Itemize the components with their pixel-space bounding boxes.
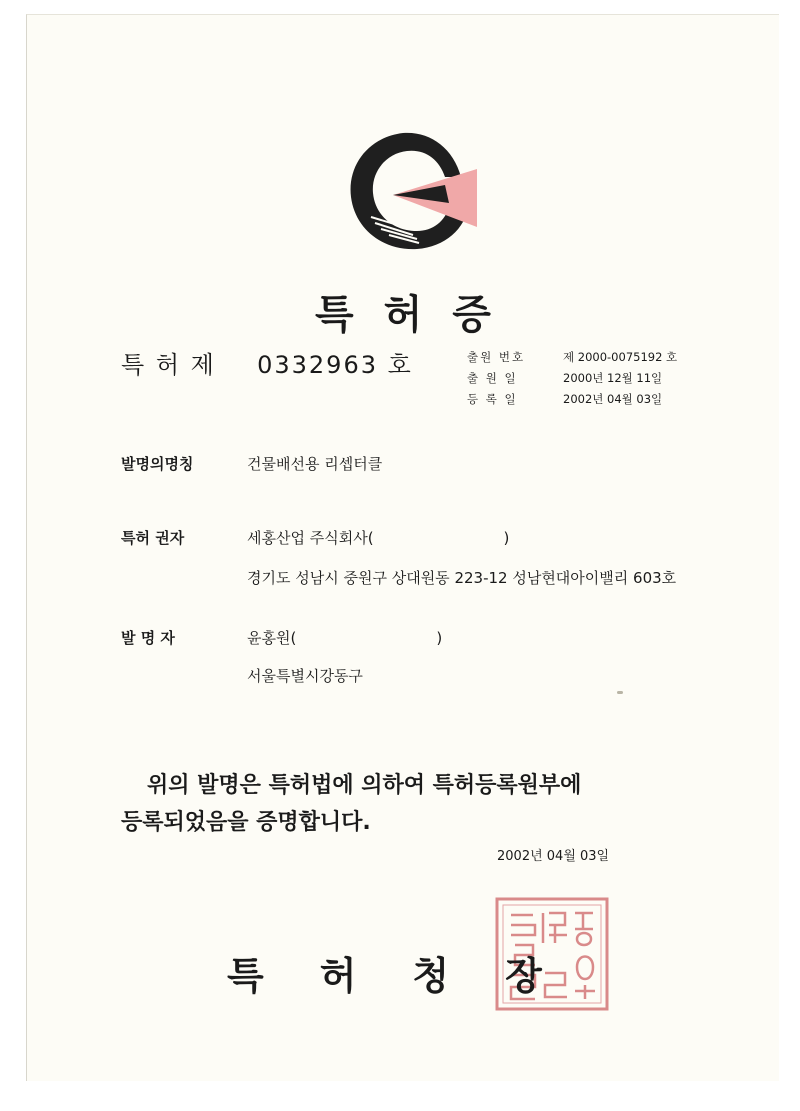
patent-number (121, 345, 413, 380)
filing-date-row (467, 368, 703, 389)
inventor-name-close: ) (436, 629, 443, 647)
patentee-label: 특허 권자 (121, 529, 185, 547)
inventor-address: 서울특별시강동구 (247, 667, 363, 685)
patent-number-suffix: 호 (387, 351, 413, 379)
statement-line-2: 등록되었음을 증명합니다. (121, 810, 371, 835)
application-meta (467, 347, 703, 410)
invention-title-value: 건물배선용 리셉터클 (247, 455, 383, 473)
patent-number-value: 0332963 (257, 351, 378, 379)
paper-speck (617, 691, 623, 694)
certificate-title: 특허증 (315, 292, 521, 338)
patentee-name-close: ) (503, 529, 510, 547)
statement-line-1: 위의 발명은 특허법에 의하여 특허등록원부에 (147, 773, 582, 798)
inventor-label: 발 명 자 (121, 629, 175, 647)
registration-date-value: 2002년 04월 03일 (563, 392, 663, 406)
patent-number-label: 특 허 제 (121, 351, 216, 379)
patentee-name: 세홍산업 주식회사( (247, 529, 374, 547)
patentee-address: 경기도 성남시 중원구 상대원동 223-12 성남현대아이밸리 603호 (247, 569, 677, 587)
application-no-value: 제 2000-0075192 호 (563, 350, 678, 364)
filing-date-label: 출 원 일 (467, 371, 518, 385)
issue-date: 2002년 04월 03일 (497, 849, 610, 864)
certificate-page (26, 14, 779, 1081)
application-no-row (467, 347, 703, 368)
invention-title-label: 발명의명칭 (121, 455, 194, 473)
issuer-name: 특허청장 (227, 954, 598, 998)
filing-date-value: 2000년 12월 11일 (563, 371, 663, 385)
registration-date-row (467, 389, 703, 410)
application-no-label: 출원 번호 (467, 350, 526, 364)
kipo-emblem (341, 125, 491, 255)
registration-date-label: 등 록 일 (467, 392, 518, 406)
inventor-name-line (247, 627, 442, 648)
patentee-name-line (247, 527, 509, 548)
certification-statement (121, 767, 681, 841)
inventor-name: 윤홍원( (247, 629, 297, 647)
